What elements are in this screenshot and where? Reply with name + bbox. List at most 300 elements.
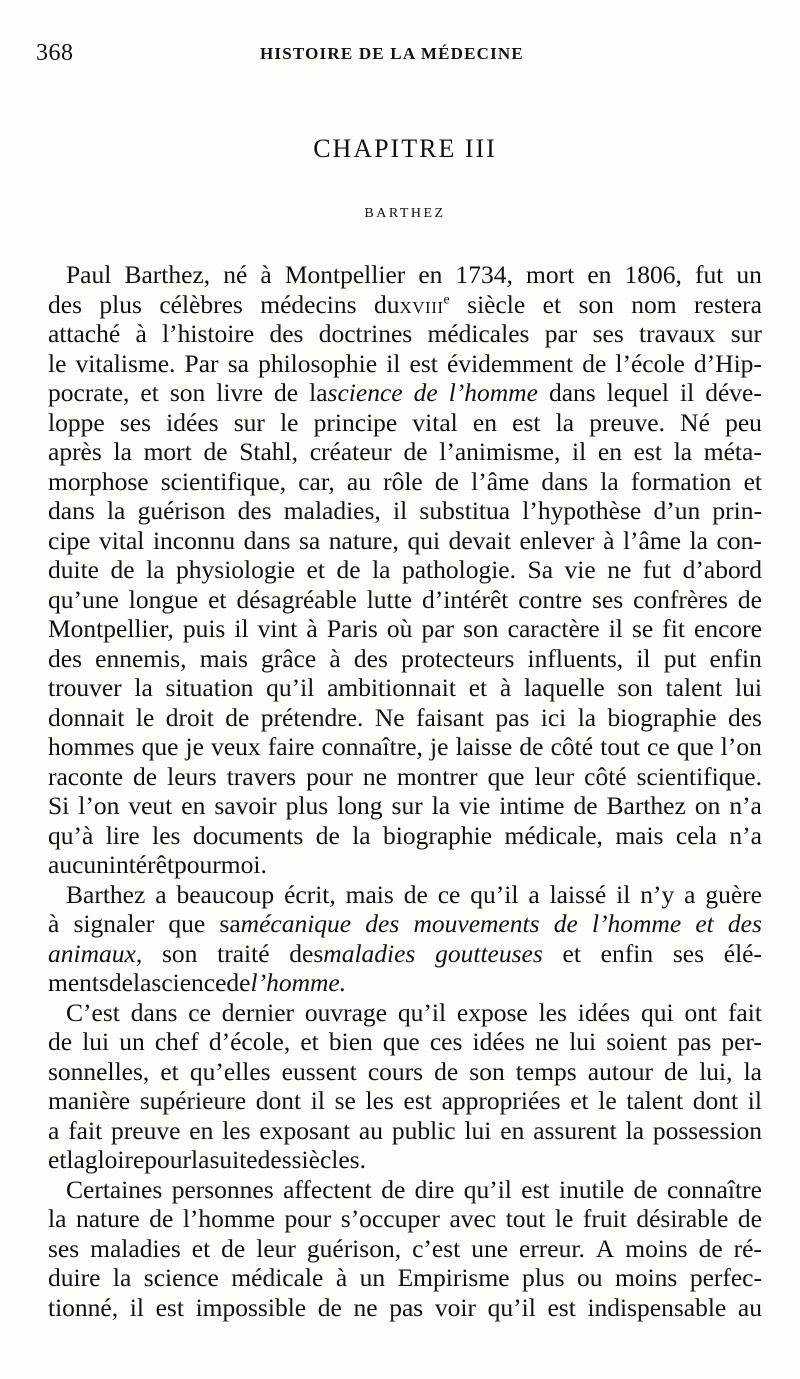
word: desmaladies bbox=[289, 938, 416, 968]
word: a bbox=[684, 879, 696, 909]
word: ne bbox=[535, 1027, 560, 1056]
word: droit bbox=[165, 702, 214, 732]
word: en bbox=[597, 437, 622, 466]
word: sonnelles, bbox=[48, 1056, 150, 1086]
word: ne bbox=[607, 555, 632, 584]
word: les bbox=[365, 1086, 394, 1115]
word: la bbox=[743, 1056, 762, 1086]
word: ambitionnait bbox=[327, 673, 456, 702]
word: la bbox=[431, 791, 451, 820]
text-line bbox=[48, 1175, 762, 1205]
word: Paris bbox=[326, 614, 378, 643]
word: que bbox=[676, 732, 714, 761]
text-line bbox=[48, 467, 762, 497]
word: a bbox=[48, 1115, 60, 1145]
word: n’a bbox=[729, 791, 762, 820]
word: la bbox=[113, 437, 132, 466]
word: s’occuper bbox=[340, 1204, 440, 1233]
text-line bbox=[48, 1116, 762, 1146]
word: car, bbox=[298, 466, 335, 496]
word: lire bbox=[105, 820, 140, 850]
word: restera bbox=[694, 289, 762, 319]
word: la bbox=[106, 496, 126, 525]
word: plus bbox=[285, 791, 329, 820]
word: Empirisme bbox=[397, 1263, 510, 1292]
word: con- bbox=[716, 525, 762, 555]
word: trouver bbox=[48, 673, 122, 702]
word: siècle bbox=[467, 289, 526, 319]
word: soient bbox=[606, 1027, 668, 1056]
word: vital bbox=[99, 525, 145, 555]
word: attaché bbox=[48, 319, 121, 348]
word: de bbox=[317, 1292, 342, 1322]
word: désagréable bbox=[236, 584, 357, 614]
word: nature bbox=[75, 1204, 140, 1233]
text-line bbox=[48, 1027, 762, 1057]
word: il bbox=[572, 437, 587, 466]
word: pocrate, bbox=[48, 378, 130, 407]
word: peu bbox=[725, 407, 762, 437]
word: ré- bbox=[733, 1233, 762, 1263]
word: je bbox=[185, 732, 204, 761]
word: manière bbox=[48, 1086, 131, 1115]
word: de bbox=[633, 1174, 658, 1204]
word: la bbox=[372, 555, 391, 584]
text-line bbox=[48, 437, 762, 467]
word: mouvements bbox=[413, 909, 540, 938]
word: une bbox=[471, 1233, 509, 1263]
word: que bbox=[487, 761, 525, 791]
word: ce bbox=[188, 997, 211, 1027]
word: les bbox=[222, 1115, 251, 1145]
word: qui bbox=[407, 525, 441, 555]
text-line bbox=[48, 998, 762, 1028]
word: et bbox=[160, 1056, 179, 1086]
text-line bbox=[48, 555, 762, 585]
word: puis bbox=[182, 614, 226, 643]
word: idées bbox=[472, 1027, 525, 1056]
text-line bbox=[48, 585, 762, 615]
word: fruit bbox=[582, 1204, 627, 1233]
word: grâce bbox=[261, 643, 317, 673]
text-line bbox=[48, 319, 762, 349]
word: vie bbox=[459, 791, 491, 820]
word: médicale bbox=[231, 1263, 324, 1292]
word: est bbox=[403, 1086, 432, 1115]
word: talent bbox=[665, 673, 723, 702]
word: l’homme. bbox=[250, 968, 347, 997]
word: dernier bbox=[221, 997, 295, 1027]
word: enfin bbox=[600, 938, 654, 968]
word: de bbox=[226, 968, 251, 997]
text-line bbox=[48, 703, 762, 733]
word: animaux, bbox=[48, 938, 143, 968]
word: qui bbox=[641, 997, 674, 1027]
word: de bbox=[225, 702, 250, 732]
word: médicale, bbox=[504, 820, 603, 850]
word: le bbox=[280, 407, 299, 437]
word: par bbox=[544, 319, 578, 348]
word: en bbox=[472, 407, 497, 437]
word: les bbox=[538, 997, 567, 1027]
word: des bbox=[365, 909, 400, 938]
word: pour bbox=[174, 850, 221, 879]
text-line bbox=[48, 408, 762, 438]
word: ce bbox=[437, 879, 461, 909]
body-text bbox=[48, 260, 762, 1322]
word: pathologie. bbox=[401, 555, 516, 584]
word: dire bbox=[414, 1174, 455, 1204]
text-line bbox=[48, 1145, 762, 1175]
word: Ne bbox=[374, 702, 405, 732]
word: leur bbox=[256, 1233, 296, 1263]
word: gloire bbox=[84, 1145, 145, 1174]
word: fut bbox=[694, 260, 724, 289]
word: indispensable bbox=[587, 1292, 727, 1322]
word: signaler bbox=[73, 909, 155, 938]
word: la bbox=[577, 702, 597, 732]
word: dans bbox=[541, 466, 589, 496]
word: formation bbox=[630, 466, 732, 496]
word: tout bbox=[600, 732, 640, 761]
word: de bbox=[403, 879, 428, 909]
paragraph bbox=[48, 880, 762, 998]
word: enfin bbox=[709, 643, 762, 673]
word: travaux bbox=[639, 319, 716, 348]
word: et bbox=[743, 466, 762, 496]
word: son bbox=[463, 614, 499, 643]
word: duXVIII$^e$ bbox=[373, 289, 450, 319]
text-line bbox=[48, 260, 762, 290]
text-line bbox=[48, 1204, 762, 1234]
word: qu’elles bbox=[189, 1056, 271, 1086]
word: veux bbox=[211, 732, 261, 761]
word: fit bbox=[662, 614, 685, 643]
word: la bbox=[600, 466, 619, 496]
word: longue bbox=[128, 584, 199, 614]
word: preuve. bbox=[589, 407, 665, 437]
word: de bbox=[110, 555, 135, 584]
word: des bbox=[48, 643, 82, 673]
word: tionné, bbox=[48, 1292, 119, 1322]
word: de bbox=[133, 761, 158, 791]
text-line bbox=[48, 791, 762, 821]
word: prin- bbox=[712, 496, 762, 525]
word: des bbox=[353, 643, 388, 673]
word: Paul bbox=[66, 260, 112, 289]
word: mort bbox=[526, 260, 575, 289]
word: est bbox=[547, 1292, 576, 1322]
word: talent bbox=[626, 1086, 684, 1115]
word: affectent bbox=[283, 1174, 372, 1204]
word: côté bbox=[550, 732, 594, 761]
word: à bbox=[603, 525, 615, 555]
word: maladies, bbox=[283, 496, 381, 525]
word: moins bbox=[625, 1233, 688, 1263]
word: Stahl, bbox=[239, 437, 299, 466]
word: on bbox=[694, 791, 721, 820]
word: au bbox=[346, 466, 371, 496]
word: la bbox=[191, 1145, 210, 1174]
word: Par bbox=[184, 348, 219, 378]
word: Certaines bbox=[66, 1174, 163, 1204]
word: écrit, bbox=[284, 879, 336, 909]
word: de bbox=[737, 1204, 762, 1233]
word: de bbox=[573, 791, 598, 820]
word: son bbox=[578, 289, 614, 319]
word: l’homme bbox=[591, 909, 682, 938]
word: idées bbox=[577, 997, 631, 1027]
word: dans bbox=[130, 997, 178, 1027]
chapter-title: CHAPITRE III bbox=[313, 134, 497, 163]
word: traité bbox=[217, 938, 270, 968]
word: bien bbox=[328, 1027, 373, 1056]
word: que bbox=[141, 732, 179, 761]
word: et bbox=[208, 584, 227, 614]
word: qu’il bbox=[266, 673, 315, 702]
word: vitalisme. bbox=[75, 348, 176, 378]
word: de bbox=[221, 1233, 246, 1263]
text-line bbox=[48, 1086, 762, 1116]
word: de bbox=[413, 378, 438, 407]
word: côté bbox=[584, 761, 627, 791]
word: loppe bbox=[48, 407, 105, 437]
word: Né bbox=[680, 407, 710, 437]
word: il bbox=[608, 614, 623, 643]
word: duite bbox=[48, 555, 99, 584]
word: encore bbox=[694, 614, 762, 643]
word: et bbox=[191, 1233, 211, 1263]
word: biographie bbox=[383, 820, 493, 850]
word: de bbox=[737, 584, 762, 614]
word: dans bbox=[243, 525, 291, 555]
word: et bbox=[48, 1145, 67, 1174]
word: et bbox=[570, 1086, 589, 1115]
word: ont bbox=[684, 997, 718, 1027]
word: idées bbox=[166, 407, 219, 437]
text-line bbox=[48, 378, 762, 408]
word: à bbox=[48, 909, 60, 938]
word: avec bbox=[449, 1204, 497, 1233]
word: ces bbox=[429, 1027, 463, 1056]
word: aucun bbox=[48, 850, 109, 879]
word: pas bbox=[389, 1292, 424, 1322]
word: d’intérêt bbox=[421, 584, 509, 614]
word: le bbox=[598, 1086, 617, 1115]
word: pas bbox=[495, 702, 530, 732]
word: lascience bbox=[309, 378, 403, 407]
word: duire bbox=[48, 1263, 101, 1292]
word: au bbox=[358, 1115, 383, 1145]
word: après bbox=[48, 437, 102, 466]
word: Barthez bbox=[606, 791, 686, 820]
word: d’un bbox=[653, 496, 701, 525]
text-line bbox=[48, 732, 762, 762]
word: appropriées bbox=[441, 1086, 561, 1115]
page-number: 368 bbox=[36, 40, 74, 66]
word: sa bbox=[298, 525, 321, 555]
word: est bbox=[512, 407, 541, 437]
word: laisse bbox=[455, 732, 513, 761]
word: sur bbox=[391, 791, 423, 820]
word: lui bbox=[464, 1115, 492, 1145]
word: il bbox=[310, 1086, 325, 1115]
word: moi. bbox=[220, 850, 267, 879]
word: son bbox=[617, 673, 653, 702]
word: la bbox=[625, 1115, 645, 1145]
word: de bbox=[403, 437, 428, 466]
word: célèbres bbox=[159, 289, 243, 319]
word: prétendre. bbox=[260, 702, 364, 732]
word: leur bbox=[534, 761, 575, 791]
word: son bbox=[169, 378, 206, 407]
word: son bbox=[469, 1056, 505, 1086]
word: lui, bbox=[699, 1056, 733, 1086]
text-line bbox=[48, 614, 762, 644]
word: fut bbox=[642, 555, 672, 584]
word: les bbox=[152, 820, 181, 850]
word: 1734, bbox=[455, 260, 513, 289]
word: vital bbox=[412, 407, 458, 437]
word: méta- bbox=[703, 437, 762, 466]
word: est bbox=[521, 1174, 550, 1204]
word: par bbox=[421, 614, 455, 643]
word: science bbox=[151, 968, 227, 997]
word: il bbox=[616, 879, 631, 909]
word: inconnu bbox=[152, 525, 236, 555]
word: de bbox=[315, 820, 340, 850]
word: ses bbox=[48, 1233, 80, 1263]
word: de bbox=[149, 1204, 174, 1233]
word: et bbox=[542, 289, 562, 319]
word: des bbox=[269, 319, 304, 348]
word: l’on bbox=[78, 791, 120, 820]
word: désirable bbox=[636, 1204, 729, 1233]
word: leurs bbox=[167, 761, 217, 791]
word: scientifique. bbox=[636, 761, 762, 791]
word: un bbox=[736, 260, 762, 289]
word: un bbox=[359, 1263, 386, 1292]
word: philosophie bbox=[258, 348, 378, 378]
text-line bbox=[48, 1057, 762, 1087]
word: sur bbox=[730, 319, 762, 348]
word: autour bbox=[587, 1056, 653, 1086]
word: dont bbox=[255, 1086, 302, 1115]
word: d’abord bbox=[682, 555, 762, 584]
text-line bbox=[48, 909, 762, 939]
word: que bbox=[382, 1027, 420, 1056]
word: de bbox=[336, 555, 361, 584]
word: pour bbox=[144, 1145, 192, 1174]
word: scientifique, bbox=[160, 466, 287, 496]
word: la bbox=[352, 820, 371, 850]
word: l’animisme, bbox=[439, 437, 561, 466]
running-title: HISTOIRE DE LA MÉDECINE bbox=[260, 44, 524, 63]
word: ouvrage bbox=[304, 997, 388, 1027]
word: Sa bbox=[527, 555, 554, 584]
word: des bbox=[257, 1145, 292, 1174]
word: ennemis, bbox=[95, 643, 187, 673]
word: fait bbox=[727, 997, 762, 1027]
word: ou bbox=[577, 1263, 603, 1292]
word: put bbox=[663, 643, 697, 673]
word: c’est bbox=[412, 1233, 461, 1263]
word: raconte bbox=[48, 761, 124, 791]
word: il bbox=[129, 1292, 144, 1322]
word: se bbox=[334, 1086, 356, 1115]
word: situation bbox=[165, 673, 254, 702]
word: et bbox=[140, 378, 159, 407]
word: guérison bbox=[137, 496, 226, 525]
word: guère bbox=[705, 879, 762, 909]
word: connaître, bbox=[321, 732, 423, 761]
word: confrères bbox=[633, 584, 728, 614]
word: l’homme bbox=[448, 378, 538, 407]
word: dans bbox=[548, 378, 596, 407]
word: influents, bbox=[527, 643, 624, 673]
word: laquelle bbox=[523, 673, 605, 702]
word: mais bbox=[615, 820, 664, 850]
word: nature, bbox=[328, 525, 399, 555]
word: intérêt bbox=[108, 850, 175, 879]
chapter-subtitle: BARTHEZ bbox=[364, 206, 446, 221]
word: la bbox=[673, 437, 693, 466]
word: l’on bbox=[720, 732, 762, 761]
word: de bbox=[381, 1174, 406, 1204]
word: ses bbox=[591, 584, 624, 614]
word: des bbox=[237, 496, 272, 525]
word: un bbox=[119, 1027, 145, 1056]
word: déve- bbox=[705, 378, 762, 407]
text-line bbox=[48, 939, 762, 969]
text-line bbox=[48, 644, 762, 674]
word: faire bbox=[267, 732, 315, 761]
word: samécanique bbox=[219, 909, 352, 938]
word: où bbox=[386, 614, 413, 643]
word: à bbox=[499, 673, 512, 702]
word: en bbox=[181, 791, 206, 820]
word: vie bbox=[564, 555, 596, 584]
word: morphose bbox=[48, 466, 149, 496]
word: long bbox=[337, 791, 383, 820]
running-head bbox=[36, 40, 764, 70]
word: dont bbox=[692, 1086, 739, 1115]
word: travers bbox=[226, 761, 297, 791]
word: moins bbox=[614, 1263, 678, 1292]
paragraph bbox=[48, 260, 762, 880]
word: guérison, bbox=[306, 1233, 402, 1263]
text-line bbox=[48, 349, 762, 379]
word: qu’une bbox=[48, 584, 119, 614]
word: de bbox=[274, 378, 299, 407]
word: pas bbox=[677, 1027, 712, 1056]
word: Montpellier bbox=[284, 260, 406, 289]
word: et bbox=[300, 1027, 319, 1056]
word: ne bbox=[362, 761, 387, 791]
word: des bbox=[727, 702, 762, 732]
word: mais bbox=[345, 879, 394, 909]
word: exposant bbox=[259, 1115, 351, 1145]
word: ne bbox=[353, 1292, 378, 1322]
word: dans bbox=[48, 496, 95, 525]
word: temps bbox=[515, 1056, 577, 1086]
word: de bbox=[553, 909, 578, 938]
word: faisant bbox=[415, 702, 484, 732]
word: évidemment bbox=[447, 348, 574, 378]
word: le bbox=[135, 702, 155, 732]
text-line bbox=[48, 850, 762, 880]
word: montrer bbox=[396, 761, 478, 791]
